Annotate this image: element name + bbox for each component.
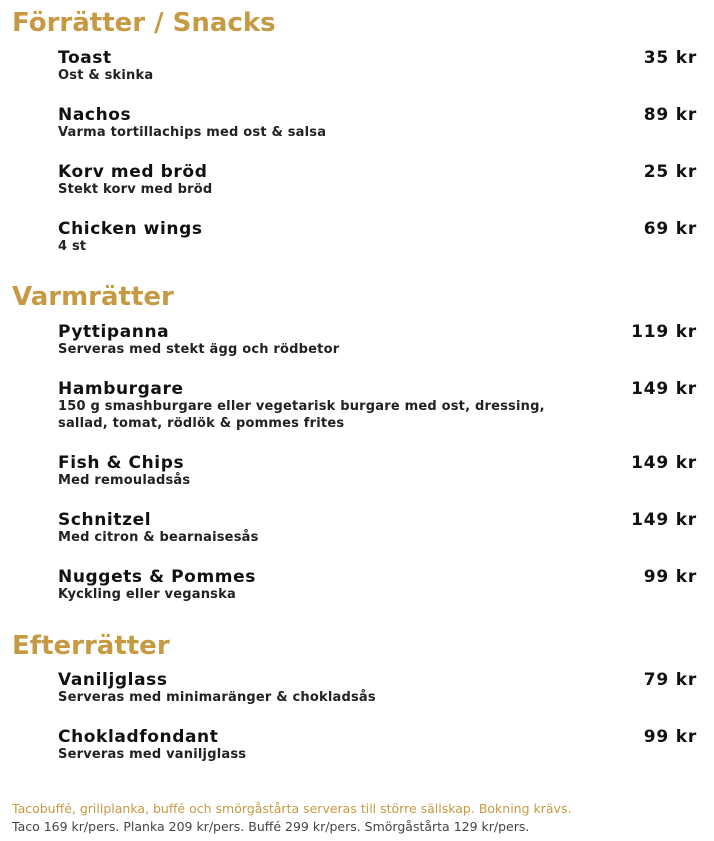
item-description: Kyckling eller veganska <box>58 587 236 602</box>
item-price: 79 kr <box>643 670 697 690</box>
item-description: Stekt korv med bröd <box>58 182 213 197</box>
section-title-varmratter: Varmrätter <box>12 282 174 312</box>
item-description: Ost & skinka <box>58 68 154 83</box>
item-price: 99 kr <box>643 567 697 587</box>
item-name: Hamburgare <box>58 379 184 399</box>
item-name: Pyttipanna <box>58 322 170 342</box>
section-title-efterratter: Efterrätter <box>12 631 170 661</box>
item-price: 89 kr <box>643 105 697 125</box>
item-description: Serveras med minimaränger & chokladsås <box>58 690 376 705</box>
item-name: Chicken wings <box>58 219 203 239</box>
item-description: 150 g smashburgare eller vegetarisk burgare med ost, dressing, sallad, tomat, rödlök & pommes frites <box>58 399 545 431</box>
item-price: 149 kr <box>631 453 697 473</box>
item-name: Vaniljglass <box>58 670 168 690</box>
item-name: Schnitzel <box>58 510 152 530</box>
item-price: 149 kr <box>631 379 697 399</box>
footer-group-offer: Tacobuffé, grillplanka, buffé och smörgåstårta serveras till större sällskap. Bokning krävs. <box>12 801 572 816</box>
item-price: 69 kr <box>643 219 697 239</box>
item-price: 35 kr <box>643 48 697 68</box>
item-price: 119 kr <box>631 322 697 342</box>
item-price: 99 kr <box>643 727 697 747</box>
section-title-forratter: Förrätter / Snacks <box>12 8 276 38</box>
item-name: Nachos <box>58 105 132 125</box>
item-name: Fish & Chips <box>58 453 185 473</box>
item-description: 4 st <box>58 239 87 254</box>
item-description: Med remouladsås <box>58 473 191 488</box>
item-name: Toast <box>58 48 112 68</box>
item-description: Serveras med vaniljglass <box>58 747 247 762</box>
item-name: Chokladfondant <box>58 727 219 747</box>
item-price: 25 kr <box>643 162 697 182</box>
item-description: Varma tortillachips med ost & salsa <box>58 125 327 140</box>
footer-note <box>12 800 702 836</box>
item-name: Nuggets & Pommes <box>58 567 256 587</box>
item-price: 149 kr <box>631 510 697 530</box>
item-name: Korv med bröd <box>58 162 208 182</box>
footer-group-prices: Taco 169 kr/pers. Planka 209 kr/pers. Buffé 299 kr/pers. Smörgåstårta 129 kr/pers. <box>12 819 530 834</box>
item-description: Serveras med stekt ägg och rödbetor <box>58 342 340 357</box>
item-description: Med citron & bearnaisesås <box>58 530 259 545</box>
